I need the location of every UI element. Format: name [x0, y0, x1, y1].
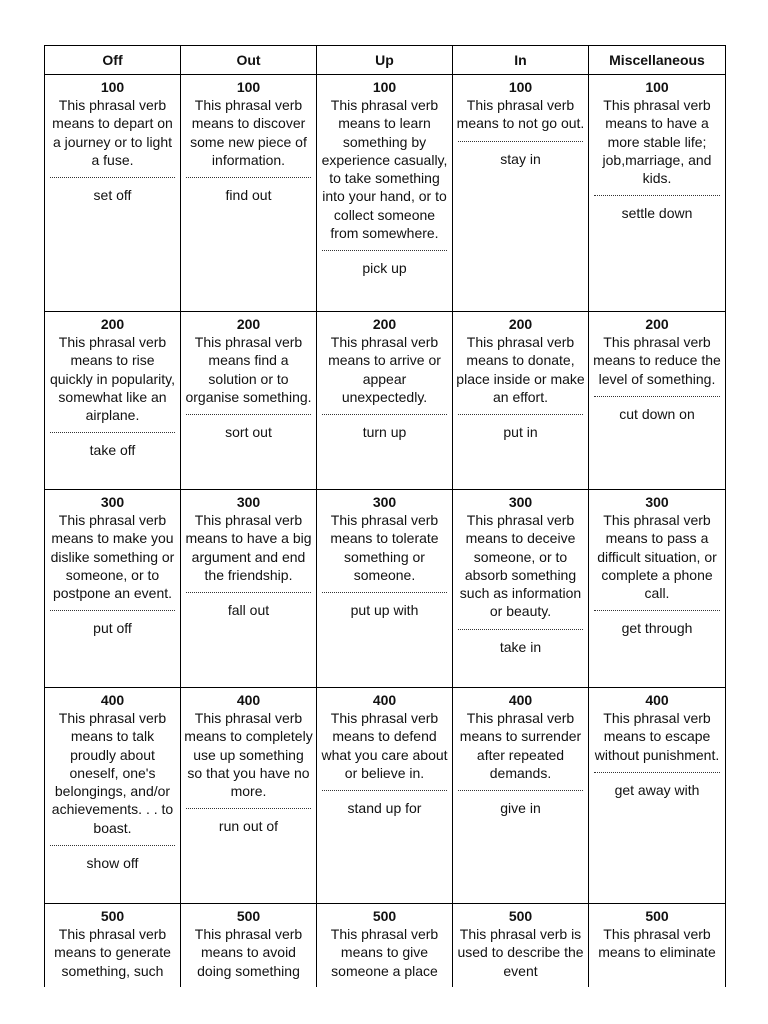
- clue-text: This phrasal verb means to pass a difficult situation, or complete a phone call.: [597, 512, 717, 602]
- question-cell[interactable]: [181, 688, 317, 904]
- question-cell[interactable]: [453, 75, 589, 312]
- answer-text: take off: [89, 442, 136, 459]
- answer-text: fall out: [227, 602, 270, 619]
- answer-text: put in: [503, 424, 538, 441]
- question-cell[interactable]: [181, 904, 317, 988]
- answer-text: stand up for: [347, 800, 422, 817]
- answer-text: show off: [86, 855, 139, 872]
- clue-text: This phrasal verb means to surrender after repeated demands.: [459, 710, 582, 781]
- point-value: 300: [372, 494, 397, 510]
- column-header-miscellaneous: Miscellaneous: [589, 46, 726, 75]
- question-cell[interactable]: [181, 75, 317, 312]
- answer-text: give in: [500, 800, 541, 817]
- clue-text: This phrasal verb means to depart on a journey or to light a fuse.: [52, 97, 173, 168]
- point-value: 200: [372, 316, 397, 332]
- clue-text: This phrasal verb means to discover some new piece of information.: [190, 97, 307, 168]
- question-cell[interactable]: [453, 904, 589, 988]
- clue-text: This phrasal verb means to have a big argument and end the friendship.: [185, 512, 312, 583]
- clue-text: This phrasal verb means to talk proudly about oneself, one's belongings, and/or achievements. . . to boast.: [51, 710, 174, 836]
- question-cell[interactable]: [45, 688, 181, 904]
- point-value: 400: [100, 692, 125, 708]
- question-cell[interactable]: [589, 490, 726, 688]
- point-value: 100: [100, 79, 125, 95]
- table-row: [45, 312, 726, 490]
- table-row: [45, 75, 726, 312]
- point-value: 300: [100, 494, 125, 510]
- dotted-divider: [186, 808, 311, 809]
- dotted-divider: [50, 610, 175, 611]
- question-cell[interactable]: [45, 312, 181, 490]
- answer-text: turn up: [362, 424, 407, 441]
- point-value: 200: [645, 316, 669, 332]
- point-value: 100: [645, 79, 669, 95]
- point-value: 500: [645, 908, 669, 924]
- dotted-divider: [186, 177, 311, 178]
- clue-text: This phrasal verb means to reduce the level of something.: [593, 334, 721, 387]
- dotted-divider: [458, 414, 583, 415]
- clue-text: This phrasal verb means to generate something, such: [54, 926, 171, 979]
- point-value: 200: [100, 316, 125, 332]
- dotted-divider: [322, 592, 447, 593]
- phrasal-verb-table: [44, 45, 726, 987]
- point-value: 500: [100, 908, 125, 924]
- dotted-divider: [458, 790, 583, 791]
- header-row: [45, 46, 726, 75]
- clue-text: This phrasal verb means to eliminate: [598, 926, 716, 961]
- answer-text: pick up: [362, 260, 407, 277]
- answer-text: take in: [499, 638, 542, 655]
- question-cell[interactable]: [589, 75, 726, 312]
- point-value: 100: [508, 79, 533, 95]
- answer-text: get away with: [614, 781, 700, 798]
- dotted-divider: [322, 414, 447, 415]
- dotted-divider: [50, 432, 175, 433]
- point-value: 500: [372, 908, 397, 924]
- dotted-divider: [50, 845, 175, 846]
- question-cell[interactable]: [317, 904, 453, 988]
- clue-text: This phrasal verb means to escape without punishment.: [594, 710, 720, 763]
- point-value: 100: [236, 79, 261, 95]
- answer-text: get through: [621, 620, 693, 637]
- column-header-up: Up: [317, 46, 453, 75]
- answer-text: put off: [93, 620, 132, 637]
- clue-text: This phrasal verb means to deceive someone, or to absorb something such as information or beauty.: [459, 512, 582, 620]
- point-value: 400: [236, 692, 261, 708]
- point-value: 500: [508, 908, 533, 924]
- question-cell[interactable]: [589, 688, 726, 904]
- question-cell[interactable]: [45, 75, 181, 312]
- point-value: 300: [645, 494, 669, 510]
- jeopardy-sheet: [44, 45, 726, 987]
- clue-text: This phrasal verb means to have a more stable life; job,marriage, and kids.: [602, 97, 712, 187]
- column-header-in: In: [453, 46, 589, 75]
- question-cell[interactable]: [45, 904, 181, 988]
- dotted-divider: [322, 250, 447, 251]
- clue-text: This phrasal verb means to make you dislike something or someone, or to postpone an event.: [50, 512, 175, 602]
- question-cell[interactable]: [317, 75, 453, 312]
- question-cell[interactable]: [317, 312, 453, 490]
- question-cell[interactable]: [181, 312, 317, 490]
- clue-text: This phrasal verb means to give someone a place: [330, 926, 439, 979]
- point-value: 400: [508, 692, 533, 708]
- point-value: 300: [236, 494, 261, 510]
- dotted-divider: [322, 790, 447, 791]
- dotted-divider: [458, 629, 583, 630]
- point-value: 200: [236, 316, 261, 332]
- table-row: [45, 688, 726, 904]
- question-cell[interactable]: [317, 688, 453, 904]
- dotted-divider: [594, 396, 720, 397]
- clue-text: This phrasal verb means to tolerate something or someone.: [330, 512, 439, 583]
- point-value: 300: [508, 494, 533, 510]
- point-value: 500: [236, 908, 261, 924]
- clue-text: This phrasal verb means to arrive or appear unexpectedly.: [328, 334, 441, 405]
- clue-text: This phrasal verb means to rise quickly in popularity, somewhat like an airplane.: [49, 334, 176, 424]
- column-header-out: Out: [181, 46, 317, 75]
- question-cell[interactable]: [453, 688, 589, 904]
- point-value: 400: [645, 692, 669, 708]
- dotted-divider: [458, 141, 583, 142]
- table-row: [45, 490, 726, 688]
- dotted-divider: [594, 195, 720, 196]
- column-header-off: Off: [45, 46, 181, 75]
- point-value: 100: [372, 79, 397, 95]
- clue-text: This phrasal verb is used to describe the event: [457, 926, 584, 979]
- answer-text: run out of: [218, 818, 279, 835]
- dotted-divider: [186, 592, 311, 593]
- clue-text: This phrasal verb means find a solution or to organise something.: [185, 334, 312, 405]
- answer-text: find out: [225, 187, 272, 204]
- table-row: [45, 904, 726, 988]
- clue-text: This phrasal verb means to donate, place inside or make an effort.: [456, 334, 585, 405]
- point-value: 400: [372, 692, 397, 708]
- clue-text: This phrasal verb means to avoid doing something: [194, 926, 303, 979]
- question-cell[interactable]: [589, 312, 726, 490]
- dotted-divider: [594, 772, 720, 773]
- clue-text: This phrasal verb means to learn something by experience casually, to take something into your hand, or to collect someone from somewhere.: [321, 97, 448, 242]
- answer-text: sort out: [225, 424, 272, 441]
- point-value: 200: [508, 316, 533, 332]
- answer-text: stay in: [500, 150, 541, 167]
- question-cell[interactable]: [453, 312, 589, 490]
- dotted-divider: [186, 414, 311, 415]
- question-cell[interactable]: [589, 904, 726, 988]
- question-cell[interactable]: [317, 490, 453, 688]
- dotted-divider: [50, 177, 175, 178]
- clue-text: This phrasal verb means to completely use up something so that you have no more.: [184, 710, 313, 800]
- dotted-divider: [594, 610, 720, 611]
- question-cell[interactable]: [181, 490, 317, 688]
- clue-text: This phrasal verb means to not go out.: [456, 97, 585, 132]
- answer-text: cut down on: [619, 405, 695, 422]
- clue-text: This phrasal verb means to defend what you care about or believe in.: [321, 710, 448, 781]
- question-cell[interactable]: [453, 490, 589, 688]
- question-cell[interactable]: [45, 490, 181, 688]
- answer-text: put up with: [350, 602, 419, 619]
- answer-text: settle down: [621, 205, 693, 222]
- answer-text: set off: [93, 187, 132, 204]
